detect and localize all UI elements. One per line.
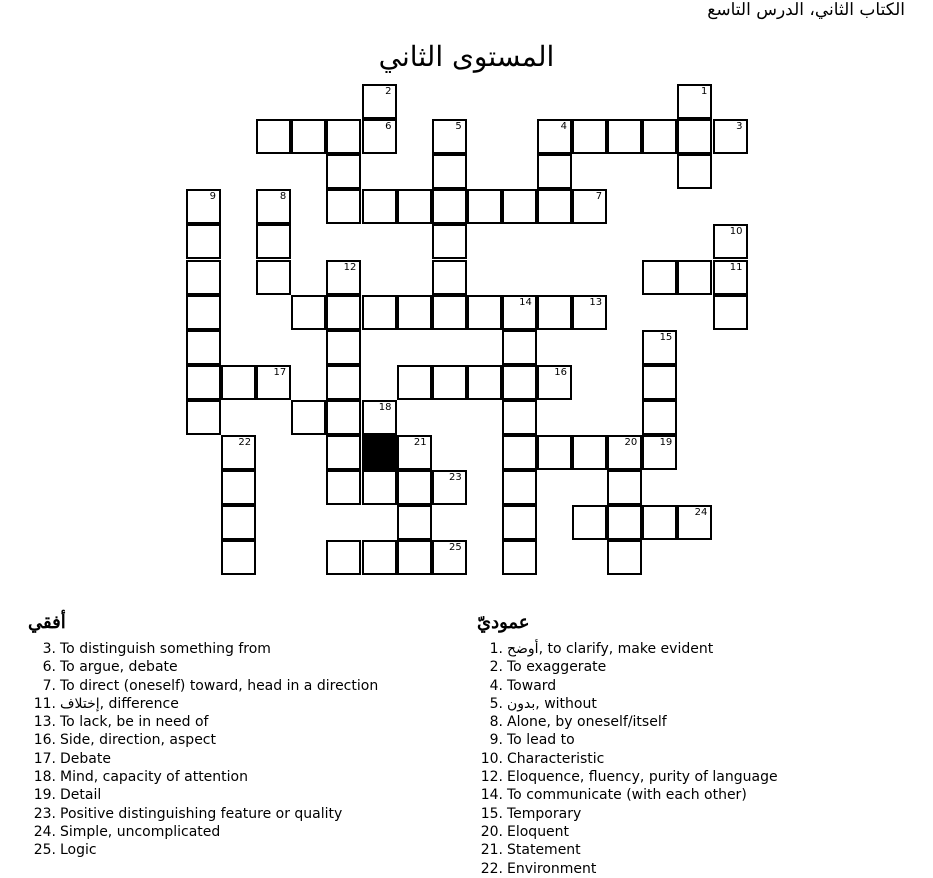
grid-cell[interactable] bbox=[642, 365, 677, 400]
clue-item bbox=[30, 731, 378, 749]
grid-cell[interactable] bbox=[256, 224, 291, 259]
grid-cell[interactable] bbox=[326, 540, 361, 575]
clue-item bbox=[30, 768, 378, 786]
grid-cell[interactable] bbox=[186, 330, 221, 365]
grid-cell[interactable] bbox=[502, 505, 537, 540]
grid-cell[interactable] bbox=[537, 119, 572, 154]
grid-cell[interactable] bbox=[432, 470, 467, 505]
grid-cell[interactable] bbox=[713, 119, 748, 154]
grid-cell[interactable] bbox=[326, 119, 361, 154]
clue-item-text: بدون, without bbox=[507, 695, 597, 712]
grid-cell[interactable] bbox=[642, 435, 677, 470]
grid-cell[interactable] bbox=[677, 154, 712, 189]
grid-cell[interactable] bbox=[186, 365, 221, 400]
grid-cell[interactable] bbox=[256, 119, 291, 154]
clue-item bbox=[30, 805, 378, 823]
clue-number: 16 bbox=[554, 366, 567, 378]
clue-number: 1 bbox=[701, 86, 708, 97]
grid-cell[interactable] bbox=[502, 435, 537, 470]
clue-number: 25 bbox=[448, 542, 462, 554]
clue-item bbox=[30, 823, 378, 841]
grid-cell[interactable] bbox=[572, 189, 607, 224]
clue-number: 20 bbox=[624, 437, 638, 448]
clue-item-text: Debate bbox=[60, 750, 111, 767]
grid-cell[interactable] bbox=[186, 189, 221, 224]
grid-cell[interactable] bbox=[326, 330, 361, 365]
clue-number: 17 bbox=[273, 366, 287, 378]
grid-cell[interactable] bbox=[642, 400, 677, 435]
clue-item bbox=[477, 750, 778, 768]
clue-item-number: 9. bbox=[489, 732, 503, 749]
clue-number: 3 bbox=[736, 121, 743, 133]
grid-cell[interactable] bbox=[572, 119, 607, 154]
grid-cell[interactable] bbox=[326, 470, 361, 505]
grid-cell[interactable] bbox=[607, 505, 642, 540]
grid-cell[interactable] bbox=[221, 435, 256, 470]
grid-cell[interactable] bbox=[572, 295, 607, 330]
clue-item-text: Logic bbox=[60, 842, 97, 859]
grid-cell[interactable] bbox=[677, 119, 712, 154]
clue-number: 11 bbox=[729, 261, 743, 273]
grid-cell[interactable] bbox=[642, 260, 677, 295]
grid-cell[interactable] bbox=[502, 470, 537, 505]
clue-item bbox=[477, 860, 778, 878]
clue-item bbox=[477, 805, 778, 823]
clue-number: 4 bbox=[560, 121, 567, 133]
clue-item-number: 8. bbox=[489, 714, 503, 731]
clue-number: 6 bbox=[385, 121, 392, 133]
grid-cell[interactable] bbox=[221, 365, 256, 400]
across-clue-list bbox=[30, 640, 378, 860]
grid-cell[interactable] bbox=[397, 505, 432, 540]
grid-cell[interactable] bbox=[256, 365, 291, 400]
grid-cell[interactable] bbox=[537, 435, 572, 470]
clue-number: 24 bbox=[694, 507, 708, 519]
clue-item bbox=[30, 713, 378, 731]
grid-cell[interactable] bbox=[326, 154, 361, 189]
grid-cell[interactable] bbox=[186, 224, 221, 259]
clue-item-number: 22. bbox=[480, 860, 503, 877]
grid-cell[interactable] bbox=[537, 365, 572, 400]
clue-number: 14 bbox=[519, 296, 532, 308]
clue-item-text: Eloquent bbox=[507, 823, 570, 840]
grid-cell[interactable] bbox=[642, 330, 677, 365]
clue-item-number: 18. bbox=[33, 769, 56, 786]
grid-cell[interactable] bbox=[326, 260, 361, 295]
clue-item-number: 15. bbox=[480, 805, 503, 822]
grid-cell[interactable] bbox=[362, 295, 397, 330]
grid-cell[interactable] bbox=[256, 189, 291, 224]
grid-cell[interactable] bbox=[432, 365, 467, 400]
grid-cell[interactable] bbox=[432, 260, 467, 295]
grid-cell[interactable] bbox=[607, 470, 642, 505]
grid-cell[interactable] bbox=[642, 505, 677, 540]
clue-item-text: Characteristic bbox=[507, 750, 605, 767]
clue-item bbox=[30, 786, 378, 804]
grid-cell[interactable] bbox=[432, 540, 467, 575]
clue-item bbox=[477, 640, 778, 658]
clue-item-number: 23. bbox=[33, 805, 56, 822]
clue-item bbox=[30, 750, 378, 768]
clue-item-text: To direct (oneself) toward, head in a direction bbox=[60, 677, 379, 694]
grid-cell[interactable] bbox=[291, 295, 326, 330]
clue-item-number: 21. bbox=[480, 842, 503, 859]
grid-cell[interactable] bbox=[326, 189, 361, 224]
grid-cell[interactable] bbox=[186, 260, 221, 295]
grid-cell[interactable] bbox=[642, 119, 677, 154]
grid-cell[interactable] bbox=[256, 260, 291, 295]
clue-number: 15 bbox=[659, 331, 673, 343]
grid-cell[interactable] bbox=[502, 400, 537, 435]
grid-cell[interactable] bbox=[677, 505, 712, 540]
grid-cell[interactable] bbox=[291, 119, 326, 154]
clue-item bbox=[477, 658, 778, 676]
grid-cell[interactable] bbox=[397, 435, 432, 470]
grid-cell[interactable] bbox=[397, 189, 432, 224]
grid-cell[interactable] bbox=[502, 540, 537, 575]
clue-item-text: To lead to bbox=[507, 732, 575, 749]
clue-item-text: Eloquence, fluency, purity of language bbox=[507, 769, 778, 786]
clue-item-number: 2. bbox=[489, 659, 503, 676]
grid-cell[interactable] bbox=[221, 470, 256, 505]
clue-number: 12 bbox=[343, 261, 357, 273]
grid-cell[interactable] bbox=[502, 330, 537, 365]
grid-cell[interactable] bbox=[467, 189, 502, 224]
clue-item-number: 4. bbox=[489, 677, 503, 694]
clue-item-number: 6. bbox=[42, 659, 56, 676]
clue-number: 22 bbox=[238, 437, 252, 448]
grid-cell[interactable] bbox=[432, 119, 467, 154]
clue-item bbox=[477, 823, 778, 841]
clue-item bbox=[477, 768, 778, 786]
clue-item-number: 19. bbox=[33, 787, 56, 804]
clue-item-number: 17. bbox=[33, 750, 56, 767]
clue-item-text: Temporary bbox=[507, 805, 582, 822]
grid-cell[interactable] bbox=[186, 400, 221, 435]
clue-item-text: إختلاف, difference bbox=[60, 695, 179, 712]
clue-item-number: 24. bbox=[33, 823, 56, 840]
clue-item-text: Simple, uncomplicated bbox=[60, 823, 221, 840]
clue-item-text: Statement bbox=[507, 842, 581, 859]
clue-item bbox=[30, 677, 378, 695]
grid-cell[interactable] bbox=[362, 470, 397, 505]
grid-cell[interactable] bbox=[677, 260, 712, 295]
clue-item-number: 3. bbox=[42, 641, 56, 657]
grid-cell[interactable] bbox=[467, 365, 502, 400]
grid-cell[interactable] bbox=[713, 260, 748, 295]
clue-item-text: Toward bbox=[507, 677, 557, 694]
down-heading: عموديّ bbox=[477, 612, 530, 633]
grid-cell[interactable] bbox=[467, 295, 502, 330]
grid-cell[interactable] bbox=[397, 470, 432, 505]
grid-cell[interactable] bbox=[607, 119, 642, 154]
clue-item bbox=[477, 841, 778, 859]
clue-number: 7 bbox=[595, 191, 603, 203]
grid-cell[interactable] bbox=[537, 295, 572, 330]
page-header: الكتاب الثاني، الدرس التاسع bbox=[707, 0, 905, 20]
clue-item-number: 16. bbox=[33, 732, 56, 749]
grid-cell[interactable] bbox=[677, 84, 712, 119]
grid-cell[interactable] bbox=[397, 295, 432, 330]
clue-item bbox=[477, 731, 778, 749]
clue-item-text: Detail bbox=[60, 787, 102, 804]
clue-item-number: 25. bbox=[33, 842, 56, 859]
clue-item-number: 11. bbox=[33, 695, 56, 712]
clue-item-text: Side, direction, aspect bbox=[60, 732, 216, 749]
grid-cell[interactable] bbox=[326, 365, 361, 400]
clue-number: 19 bbox=[659, 437, 673, 448]
grid-cell[interactable] bbox=[572, 435, 607, 470]
clue-number: 23 bbox=[448, 472, 462, 484]
clue-number: 21 bbox=[413, 437, 427, 448]
clue-item bbox=[30, 658, 378, 676]
grid-cell[interactable] bbox=[362, 189, 397, 224]
clue-item-text: To communicate (with each other) bbox=[507, 787, 747, 804]
grid-cell[interactable] bbox=[397, 540, 432, 575]
grid-cell[interactable] bbox=[432, 295, 467, 330]
clue-item-number: 13. bbox=[33, 714, 56, 731]
grid-cell[interactable] bbox=[221, 505, 256, 540]
clue-number: 9 bbox=[209, 191, 216, 203]
grid-cell[interactable] bbox=[607, 435, 642, 470]
clue-number: 2 bbox=[385, 86, 392, 97]
grid-cell[interactable] bbox=[362, 119, 397, 154]
grid-cell[interactable] bbox=[326, 400, 361, 435]
clue-item-text: Mind, capacity of attention bbox=[60, 769, 248, 786]
clue-item bbox=[477, 786, 778, 804]
clue-item-text: To exaggerate bbox=[507, 659, 607, 676]
grid-cell[interactable] bbox=[713, 295, 748, 330]
grid-cell[interactable] bbox=[607, 540, 642, 575]
clue-item-text: Alone, by oneself/itself bbox=[507, 714, 667, 731]
clue-item-number: 7. bbox=[42, 677, 56, 694]
grid-cell[interactable] bbox=[291, 400, 326, 435]
clue-item bbox=[30, 695, 378, 713]
clue-number: 13 bbox=[589, 296, 603, 308]
grid-cell[interactable] bbox=[186, 295, 221, 330]
grid-cell[interactable] bbox=[326, 295, 361, 330]
grid-cell[interactable] bbox=[502, 365, 537, 400]
clue-item bbox=[477, 695, 778, 713]
clue-item bbox=[477, 713, 778, 731]
grid-cell[interactable] bbox=[221, 540, 256, 575]
grid-cell[interactable] bbox=[572, 505, 607, 540]
clue-item-number: 5. bbox=[489, 695, 503, 712]
grid-cell[interactable] bbox=[713, 224, 748, 259]
clue-number: 5 bbox=[455, 121, 462, 133]
clue-item-number: 10. bbox=[480, 750, 503, 767]
down-clue-list bbox=[477, 640, 778, 878]
clue-item bbox=[30, 841, 378, 859]
clue-item-number: 1. bbox=[489, 641, 503, 657]
grid-cell[interactable] bbox=[432, 154, 467, 189]
grid-cell[interactable] bbox=[502, 189, 537, 224]
grid-cell[interactable] bbox=[397, 365, 432, 400]
clue-number: 8 bbox=[279, 191, 287, 203]
clue-item-number: 20. bbox=[480, 823, 503, 840]
clue-number: 10 bbox=[729, 226, 743, 238]
grid-cell[interactable] bbox=[362, 84, 397, 119]
grid-cell[interactable] bbox=[432, 189, 467, 224]
clue-item-number: 12. bbox=[480, 769, 503, 786]
grid-cell[interactable] bbox=[432, 224, 467, 259]
clue-item bbox=[30, 640, 378, 658]
across-heading: أفقي bbox=[28, 612, 66, 633]
grid-cell[interactable] bbox=[362, 400, 397, 435]
clue-item-text: To distinguish something from bbox=[60, 641, 271, 657]
grid-cell[interactable] bbox=[326, 435, 361, 470]
clue-item-text: أوضح, to clarify, make evident bbox=[507, 641, 714, 657]
clue-item-text: Positive distinguishing feature or quality bbox=[60, 805, 343, 822]
clue-item-number: 14. bbox=[480, 787, 503, 804]
grid-cell[interactable] bbox=[537, 189, 572, 224]
clue-number: 18 bbox=[378, 401, 392, 413]
grid-cell[interactable] bbox=[502, 295, 537, 330]
clue-item-text: To lack, be in need of bbox=[60, 714, 209, 731]
grid-cell-blocked bbox=[362, 435, 397, 470]
grid-cell[interactable] bbox=[537, 154, 572, 189]
clue-item bbox=[477, 677, 778, 695]
clue-item-text: Environment bbox=[507, 860, 597, 877]
page-title: المستوى الثاني bbox=[378, 40, 555, 73]
grid-cell[interactable] bbox=[362, 540, 397, 575]
clue-item-text: To argue, debate bbox=[60, 659, 178, 676]
